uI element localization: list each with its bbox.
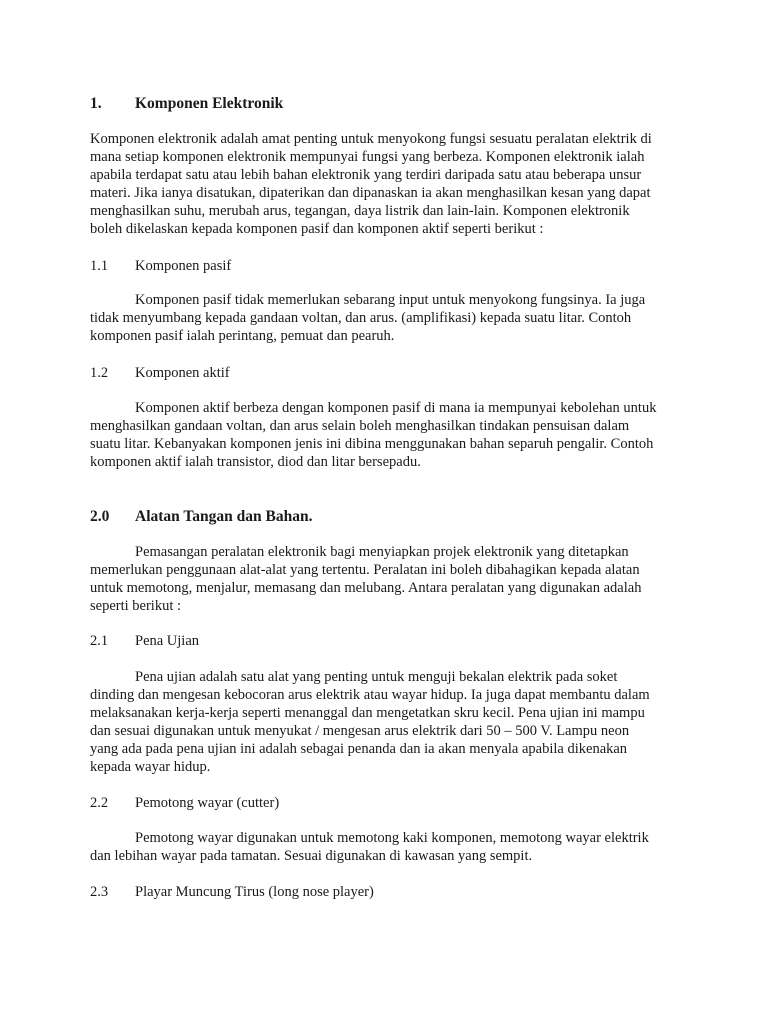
subsection-1-2-paragraph bbox=[90, 399, 680, 471]
paragraph-line: mana setiap komponen elektronik mempunyai fungsi yang berbeza. Komponen elektronik ialah bbox=[90, 149, 645, 165]
subsection-number: 2.3 bbox=[90, 884, 109, 900]
paragraph-line: Komponen elektronik adalah amat penting untuk menyokong fungsi sesuatu peralatan elektrik di bbox=[90, 131, 652, 147]
paragraph-line: dinding dan mengesan kebocoran arus elektrik atau wayar hidup. Ia juga dapat membantu dalam bbox=[90, 687, 650, 703]
paragraph-line: untuk memotong, menjalur, memasang dan melubang. Antara peralatan yang digunakan adalah bbox=[90, 580, 642, 596]
paragraph-line: Pena ujian adalah satu alat yang penting untuk menguji bekalan elektrik pada soket bbox=[135, 669, 618, 685]
subsection-title: Komponen aktif bbox=[135, 365, 230, 381]
section-title: Komponen Elektronik bbox=[135, 95, 284, 112]
paragraph-line: yang ada pada pena ujian ini adalah sebagai penanda dan ia akan menyala apabila dikenakan bbox=[90, 741, 628, 757]
paragraph-line: menghasilkan suhu, merubah arus, tegangan, daya listrik dan lain-lain. Komponen elektronik bbox=[90, 203, 630, 219]
subsection-2-2-paragraph bbox=[90, 829, 680, 865]
subsection-title: Pena Ujian bbox=[135, 633, 200, 649]
subsection-number: 1.1 bbox=[90, 258, 109, 274]
paragraph-line: Pemasangan peralatan elektronik bagi menyiapkan projek elektronik yang ditetapkan bbox=[135, 544, 629, 560]
paragraph-line: suatu litar. Kebanyakan komponen jenis ini dibina menggunakan bahan separuh pengalir. Contoh bbox=[90, 436, 654, 452]
subsection-1-1-paragraph bbox=[90, 291, 680, 345]
subsection-title: Pemotong wayar (cutter) bbox=[135, 795, 280, 811]
subsection-title: Playar Muncung Tirus (long nose player) bbox=[135, 884, 374, 900]
section-number: 1. bbox=[90, 95, 102, 112]
paragraph-line: kepada wayar hidup. bbox=[90, 759, 211, 775]
paragraph-line: apabila terdapat satu atau lebih bahan elektronik yang terdiri daripada satu atau beberapa unsur bbox=[90, 167, 642, 183]
paragraph-line: tidak menyumbang kepada gandaan voltan, dan arus. (amplifikasi) kepada suatu litar. Contoh bbox=[90, 310, 632, 326]
paragraph-line: menghasilkan gandaan voltan, dan arus selain boleh menghasilkan tindakan pensuisan dalam bbox=[90, 418, 630, 434]
paragraph-line: Komponen pasif tidak memerlukan sebarang input untuk menyokong fungsinya. Ia juga bbox=[135, 292, 646, 308]
subsection-number: 1.2 bbox=[90, 365, 109, 381]
subsection-2-1-paragraph bbox=[90, 668, 680, 776]
paragraph-line: dan sesuai digunakan untuk menyukat / mengesan arus elektrik dari 50 – 500 V. Lampu neon bbox=[90, 723, 630, 739]
paragraph-line: materi. Jika ianya disatukan, dipaterikan dan dipanaskan ia akan menghasilkan kesan yang dapat bbox=[90, 185, 651, 201]
subsection-number: 2.2 bbox=[90, 795, 109, 811]
paragraph-line: Pemotong wayar digunakan untuk memotong kaki komponen, memotong wayar elektrik bbox=[135, 830, 649, 846]
subsection-title: Komponen pasif bbox=[135, 258, 232, 274]
paragraph-line: dan lebihan wayar pada tamatan. Sesuai digunakan di kawasan yang sempit. bbox=[90, 848, 533, 864]
paragraph-line: melaksanakan kerja-kerja seperti menanggal dan mengetatkan skru kecil. Pena ujian ini mampu bbox=[90, 705, 645, 721]
paragraph-line: boleh dikelaskan kepada komponen pasif dan komponen aktif seperti berikut : bbox=[90, 221, 544, 237]
paragraph-line: Komponen aktif berbeza dengan komponen pasif di mana ia mempunyai kebolehan untuk bbox=[135, 400, 657, 416]
paragraph-line: komponen aktif ialah transistor, diod dan litar bersepadu. bbox=[90, 454, 421, 470]
paragraph-line: komponen pasif ialah perintang, pemuat dan pearuh. bbox=[90, 328, 395, 344]
section-title: Alatan Tangan dan Bahan. bbox=[135, 508, 313, 525]
section-1-intro-paragraph bbox=[90, 130, 680, 238]
paragraph-line: seperti berikut : bbox=[90, 598, 182, 614]
paragraph-line: memerlukan penggunaan alat-alat yang tertentu. Peralatan ini boleh dibahagikan kepada alatan bbox=[90, 562, 640, 578]
section-number: 2.0 bbox=[90, 508, 110, 525]
section-2-intro-paragraph bbox=[90, 543, 680, 615]
subsection-number: 2.1 bbox=[90, 633, 109, 649]
